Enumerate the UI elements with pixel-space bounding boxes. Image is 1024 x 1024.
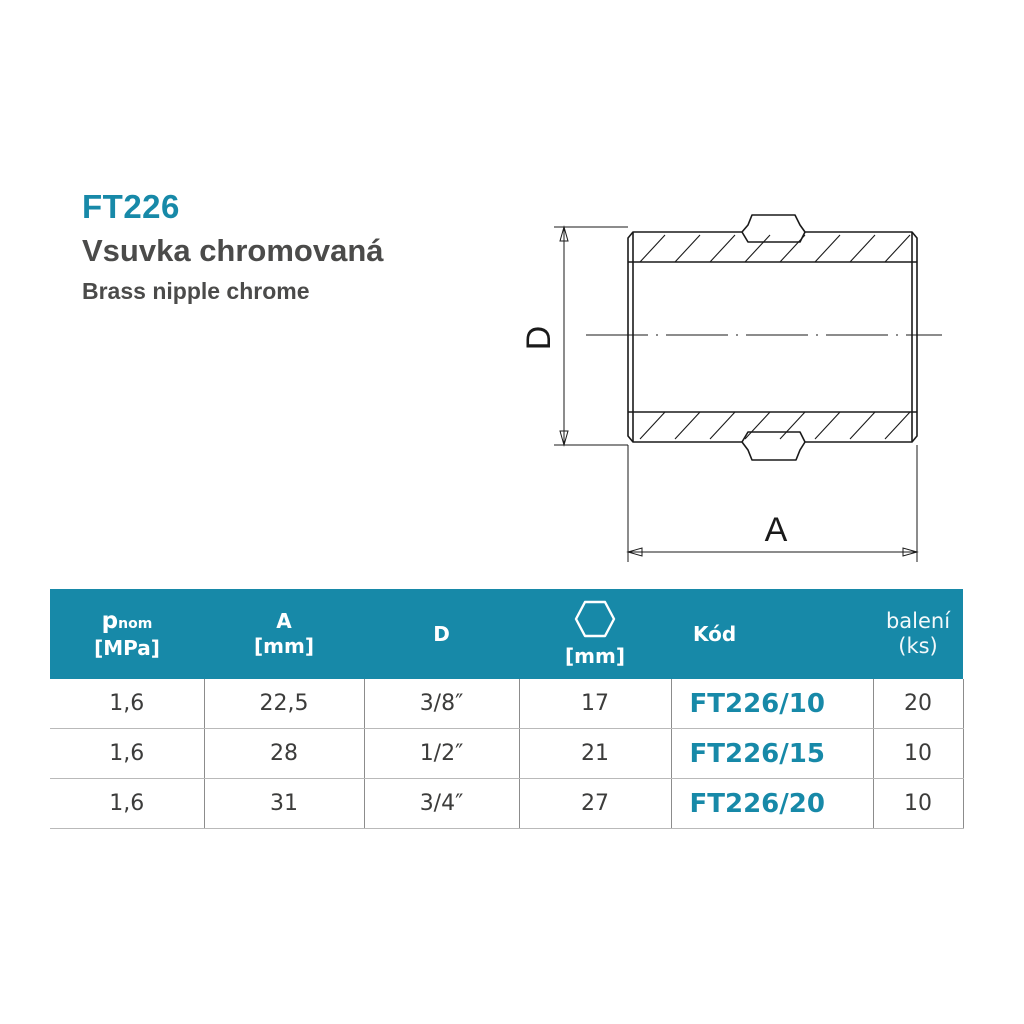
cell-pack: 10 bbox=[873, 779, 963, 829]
table-header-row bbox=[50, 589, 963, 679]
cell-code: FT226/15 bbox=[671, 729, 873, 779]
thread-hatching-bottom bbox=[640, 412, 910, 439]
table-row bbox=[50, 779, 963, 829]
cell-d: 3/8″ bbox=[364, 679, 519, 729]
dimension-label-d: D bbox=[520, 325, 558, 351]
cell-pnom: 1,6 bbox=[50, 729, 204, 779]
spec-table bbox=[50, 589, 964, 829]
nipple-outline bbox=[628, 215, 917, 460]
table-row bbox=[50, 729, 963, 779]
product-code-title: FT226 bbox=[82, 188, 180, 225]
thread-hatching-top bbox=[640, 235, 910, 262]
cell-pnom: 1,6 bbox=[50, 779, 204, 829]
spec-table-wrapper bbox=[50, 589, 963, 829]
cell-code: FT226/10 bbox=[671, 679, 873, 729]
dimension-label-a: A bbox=[764, 511, 788, 549]
header-hex: [mm] bbox=[519, 589, 671, 679]
cell-hex: 21 bbox=[519, 729, 671, 779]
header-d: D bbox=[364, 589, 519, 679]
cell-d: 3/4″ bbox=[364, 779, 519, 829]
cell-hex: 17 bbox=[519, 679, 671, 729]
product-name-cz: Vsuvka chromovaná bbox=[82, 233, 384, 268]
header-code: Kód bbox=[671, 589, 873, 679]
table-row bbox=[50, 679, 963, 729]
header-a: A [mm] bbox=[204, 589, 364, 679]
cell-pack: 20 bbox=[873, 679, 963, 729]
cell-pnom: 1,6 bbox=[50, 679, 204, 729]
header-pnom: pnom [MPa] bbox=[50, 589, 204, 679]
cell-a: 31 bbox=[204, 779, 364, 829]
hexagon-icon bbox=[519, 600, 671, 644]
cell-code: FT226/20 bbox=[671, 779, 873, 829]
header-pack: balení (ks) bbox=[873, 589, 963, 679]
cell-a: 28 bbox=[204, 729, 364, 779]
nipple-technical-drawing bbox=[500, 195, 960, 570]
cell-d: 1/2″ bbox=[364, 729, 519, 779]
cell-pack: 10 bbox=[873, 729, 963, 779]
cell-hex: 27 bbox=[519, 779, 671, 829]
cell-a: 22,5 bbox=[204, 679, 364, 729]
product-name-en: Brass nipple chrome bbox=[82, 278, 310, 304]
